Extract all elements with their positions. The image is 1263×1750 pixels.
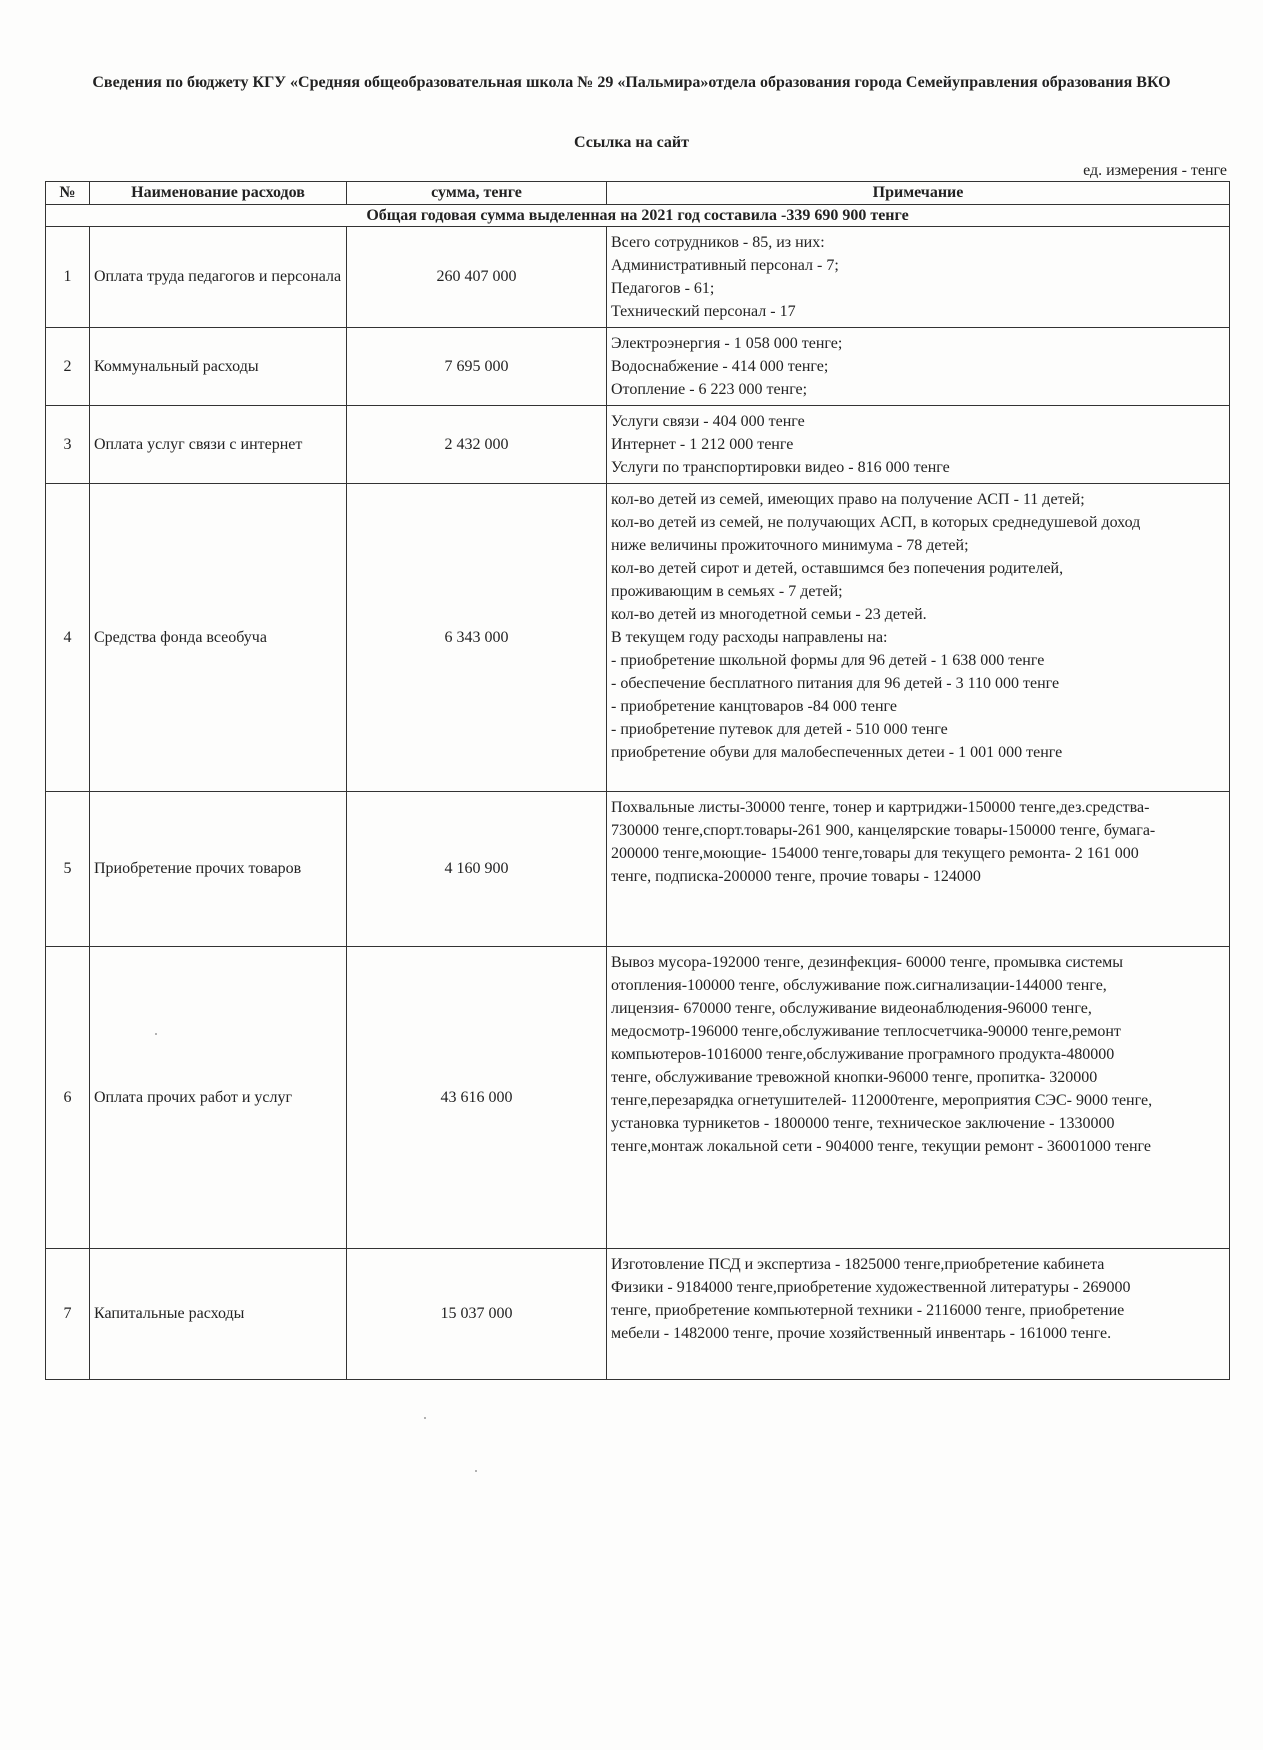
note-line: - обеспечение бесплатного питания для 96 детей - 3 110 000 тенге — [611, 675, 1060, 692]
table-row — [46, 328, 1230, 406]
note-line: Всего сотрудников - 85, из них: — [611, 234, 825, 251]
note-line: кол-во детей из семей, не получающих АСП, в которых среднедушевой доход — [611, 514, 1141, 531]
expense-sum: 15 037 000 — [347, 1249, 607, 1380]
expense-sum: 6 343 000 — [347, 484, 607, 792]
note-line: Электроэнергия - 1 058 000 тенге; — [611, 335, 843, 352]
scan-speck — [424, 1417, 426, 1419]
budget-table — [45, 181, 1230, 1380]
table-header-row — [46, 182, 1230, 205]
expense-note — [607, 792, 1230, 947]
expense-note — [607, 947, 1230, 1249]
table-row — [46, 1249, 1230, 1380]
row-number: 7 — [46, 1249, 90, 1380]
column-header-sum: сумма, тенге — [347, 182, 607, 205]
expense-name: Приобретение прочих товаров — [90, 792, 347, 947]
row-number: 4 — [46, 484, 90, 792]
expense-name: Средства фонда всеобуча — [90, 484, 347, 792]
note-line: тенге, приобретение компьютерной техники - 2116000 тенге, приобретение — [611, 1302, 1125, 1319]
expense-note — [607, 328, 1230, 406]
note-line: Изготовление ПСД и экспертиза - 1825000 тенге,приобретение кабинета — [611, 1256, 1105, 1273]
note-line: приобретение обуви для малобеспеченных детеи - 1 001 000 тенге — [611, 744, 1063, 761]
note-line: установка турникетов - 1800000 тенге, техническое заключение - 1330000 — [611, 1115, 1115, 1132]
row-number: 5 — [46, 792, 90, 947]
note-line: Услуги по транспортировки видео - 816 000 тенге — [611, 459, 950, 476]
expense-name: Оплата труда педагогов и персонала — [90, 227, 347, 328]
note-line: проживающим в семьях - 7 детей; — [611, 583, 843, 600]
note-line: Отопление - 6 223 000 тенге; — [611, 381, 808, 398]
note-line: кол-во детей сирот и детей, оставшимся без попечения родителей, — [611, 560, 1064, 577]
table-row — [46, 484, 1230, 792]
expense-sum: 7 695 000 — [347, 328, 607, 406]
note-line: Похвальные листы-30000 тенге, тонер и картриджи-150000 тенге,дез.средства- — [611, 799, 1150, 816]
column-header-name: Наименование расходов — [90, 182, 347, 205]
note-line: компьютеров-1016000 тенге,обслуживание програмного продукта-480000 — [611, 1046, 1115, 1063]
expense-note — [607, 1249, 1230, 1380]
note-line: Водоснабжение - 414 000 тенге; — [611, 358, 829, 375]
expense-name: Оплата услуг связи с интернет — [90, 406, 347, 484]
note-line: тенге,перезарядка огнетушителей- 112000тенге, мероприятия СЭС- 9000 тенге, — [611, 1092, 1153, 1109]
expense-name: Коммунальный расходы — [90, 328, 347, 406]
note-line: - приобретение канцтоваров -84 000 тенге — [611, 698, 897, 715]
expense-note — [607, 406, 1230, 484]
table-row — [46, 947, 1230, 1249]
note-line: медосмотр-196000 тенге,обслуживание теплосчетчика-90000 тенге,ремонт — [611, 1023, 1121, 1040]
note-line: Административный персонал - 7; — [611, 257, 839, 274]
column-header-note: Примечание — [607, 182, 1230, 205]
total-amount-text: Общая годовая сумма выделенная на 2021 год составила -339 690 900 тенге — [46, 205, 1230, 227]
row-number: 2 — [46, 328, 90, 406]
note-line: Физики - 9184000 тенге,приобретение художественной литературы - 269000 — [611, 1279, 1131, 1296]
note-line: В текущем году расходы направлены на: — [611, 629, 888, 646]
note-line: - приобретение путевок для детей - 510 000 тенге — [611, 721, 948, 738]
row-number: 6 — [46, 947, 90, 1249]
row-number: 3 — [46, 406, 90, 484]
note-line: тенге, обслуживание тревожной кнопки-96000 тенге, пропитка- 320000 — [611, 1069, 1098, 1086]
note-line: кол-во детей из многодетной семьи - 23 детей. — [611, 606, 927, 623]
expense-note — [607, 484, 1230, 792]
expense-sum: 4 160 900 — [347, 792, 607, 947]
column-header-num: № — [46, 182, 90, 205]
total-row — [46, 205, 1230, 227]
note-line: 730000 тенге,спорт.товары-261 900, канцелярские товары-150000 тенге, бумага- — [611, 822, 1156, 839]
note-line: кол-во детей из семей, имеющих право на получение АСП - 11 детей; — [611, 491, 1085, 508]
note-line: тенге, подписка-200000 тенге, прочие товары - 124000 — [611, 868, 981, 885]
table-row — [46, 406, 1230, 484]
site-link-label: Ссылка на сайт — [574, 134, 689, 151]
note-line: - приобретение школьной формы для 96 детей - 1 638 000 тенге — [611, 652, 1045, 669]
note-line: мебели - 1482000 тенге, прочие хозяйственный инвентарь - 161000 тенге. — [611, 1325, 1112, 1342]
expense-sum: 2 432 000 — [347, 406, 607, 484]
expense-name: Капитальные расходы — [90, 1249, 347, 1380]
note-line: Услуги связи - 404 000 тенге — [611, 413, 805, 430]
note-line: Интернет - 1 212 000 тенге — [611, 436, 794, 453]
document-title: Сведения по бюджету КГУ «Средняя общеобразовательная школа № 29 «Пальмира»отдела образования города Семейуправления образования ВКО — [92, 74, 1171, 91]
note-line: Технический персонал - 17 — [611, 303, 796, 320]
expense-sum: 260 407 000 — [347, 227, 607, 328]
table-row — [46, 792, 1230, 947]
note-line: отопления-100000 тенге, обслуживание пож.сигнализации-144000 тенге, — [611, 977, 1107, 994]
note-line: Педагогов - 61; — [611, 280, 715, 297]
scan-speck — [155, 1033, 157, 1035]
expense-sum: 43 616 000 — [347, 947, 607, 1249]
row-number: 1 — [46, 227, 90, 328]
note-line: Вывоз мусора-192000 тенге, дезинфекция- 60000 тенге, промывка системы — [611, 954, 1124, 971]
scan-speck — [475, 1470, 477, 1472]
table-row — [46, 227, 1230, 328]
expense-note — [607, 227, 1230, 328]
expense-name: Оплата прочих работ и услуг — [90, 947, 347, 1249]
note-line: ниже величины прожиточного минимума - 78 детей; — [611, 537, 969, 554]
note-line: лицензия- 670000 тенге, обслуживание видеонаблюдения-96000 тенге, — [611, 1000, 1092, 1017]
note-line: 200000 тенге,моющие- 154000 тенге,товары для текущего ремонта- 2 161 000 — [611, 845, 1139, 862]
units-label: ед. измерения - тенге — [1083, 162, 1227, 179]
note-line: тенге,монтаж локальной сети - 904000 тенге, текущии ремонт - 36001000 тенге — [611, 1138, 1151, 1155]
